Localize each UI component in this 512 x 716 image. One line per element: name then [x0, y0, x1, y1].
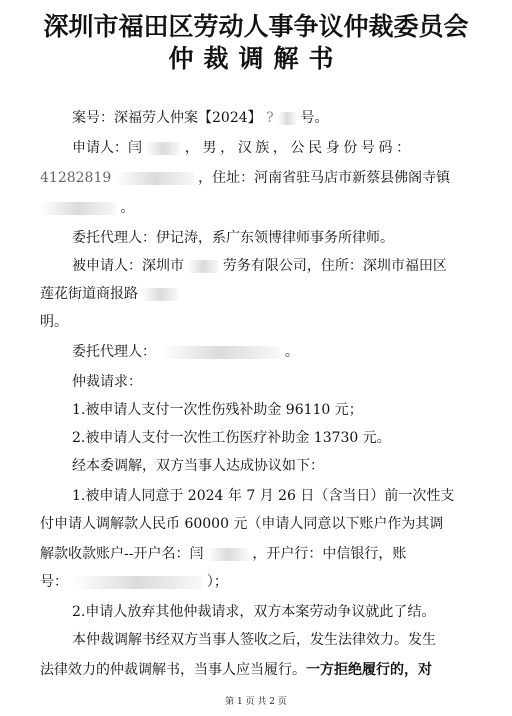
applicant-info: ，男，汉族，公民身份号码：	[184, 140, 414, 156]
agreement-item-1-line-1: 1.被申请人同意于 2024 年 7 月 26 日（含当日）前一次性支	[72, 488, 455, 504]
respondent-agent-end: 。	[284, 344, 299, 360]
applicant-line-3	[40, 198, 480, 218]
redaction-mark	[188, 260, 218, 273]
legal-effect-bold-text: 一方拒绝履行的，对	[306, 662, 432, 678]
redaction-mark	[116, 172, 194, 185]
respondent-line-3: 明。	[40, 314, 68, 330]
respondent-address: 莲花街道商报路	[40, 286, 138, 302]
respondent-info: 劳务有限公司，住所：深圳市福田区	[222, 258, 447, 274]
applicant-address-end: 。	[120, 200, 135, 216]
applicant-name-label: 申请人：闫	[72, 140, 142, 156]
applicant-id-number: 41282819	[40, 170, 112, 186]
document-title: 深圳市福田区劳动人事争议仲裁委员会	[43, 12, 469, 41]
respondent-line-1	[72, 256, 480, 276]
respondent-agent-label: 委托代理人：	[72, 344, 156, 360]
applicant-address: ，住址：河南省驻马店市新蔡县佛阁寺镇	[198, 170, 451, 186]
account-number-label: 号：	[40, 574, 68, 590]
claims-heading: 仲裁请求：	[72, 374, 142, 390]
document-subtitle: 仲裁调解书	[168, 44, 344, 73]
redaction-mark	[72, 576, 202, 589]
agreement-item-1-line-3	[40, 544, 480, 564]
applicant-agent: 委托代理人：伊记涛，系广东领博律师事务所律师。	[72, 230, 394, 246]
respondent-line-2	[40, 284, 480, 304]
agreement-item-2: 2.申请人放弃其他仲裁请求，双方本案劳动争议就此了结。	[72, 604, 436, 620]
redaction-mark	[146, 142, 180, 155]
claim-item-2: 2.被申请人支付一次性工伤医疗补助金 13730 元。	[72, 430, 391, 446]
agreement-item-1-line-4	[40, 572, 480, 592]
legal-effect-line-2	[40, 660, 480, 680]
legal-effect-line-1: 本仲裁调解书经双方当事人签收之后，发生法律效力。发生	[72, 632, 436, 648]
redaction-mark	[160, 346, 280, 359]
case-number-redacted: ?	[266, 110, 274, 126]
applicant-line-2	[40, 168, 480, 188]
account-number-end: ）；	[206, 574, 228, 590]
applicant-line-1	[72, 138, 480, 158]
agreement-item-1-line-2: 付申请人调解款人民币 60000 元（申请人同意以下账户作为其调	[40, 516, 444, 532]
legal-effect-text: 法律效力的仲裁调解书，当事人应当履行。	[40, 662, 306, 678]
claim-item-1: 1.被申请人支付一次性伤残补助金 96110 元；	[72, 402, 363, 418]
case-number	[72, 108, 480, 128]
account-holder-label: 解款收款账户--开户名：闫	[40, 546, 204, 562]
respondent-name-label: 被申请人：深圳市	[72, 258, 184, 274]
case-number-suffix: 号。	[300, 110, 329, 126]
bank-info: ，开户行：中信银行，账	[252, 546, 407, 562]
respondent-agent	[72, 342, 480, 362]
redaction-mark	[278, 112, 296, 125]
redaction-mark	[40, 202, 116, 215]
agreement-heading: 经本委调解，双方当事人达成协议如下：	[72, 458, 324, 474]
case-number-label: 案号：深福劳人仲案【2024】	[72, 110, 262, 126]
redaction-mark	[208, 548, 248, 561]
redaction-mark	[142, 288, 178, 301]
page-number: 第 1 页 共 2 页	[225, 697, 287, 707]
